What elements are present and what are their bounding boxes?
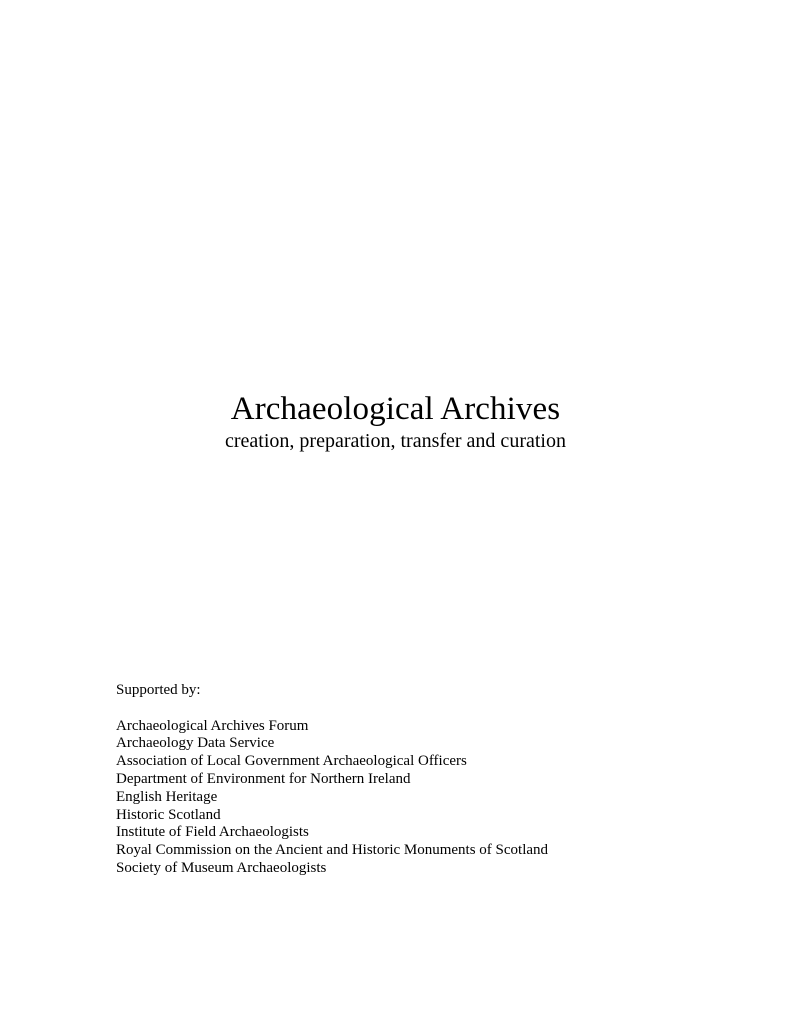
supporter-item: English Heritage xyxy=(116,788,218,805)
document-title: Archaeological Archives xyxy=(230,391,561,427)
supporters-section xyxy=(116,682,716,878)
supporter-item: Historic Scotland xyxy=(116,806,221,823)
supporter-item: Association of Local Government Archaeological Officers xyxy=(116,753,467,770)
supporter-item: Department of Environment for Northern Ireland xyxy=(116,770,411,787)
supporter-item: Royal Commission on the Ancient and Historic Monuments of Scotland xyxy=(116,842,549,859)
supporter-item: Archaeology Data Service xyxy=(116,735,275,752)
supporter-item: Society of Museum Archaeologists xyxy=(116,859,327,876)
supporters-label: Supported by: xyxy=(116,682,201,698)
title-block xyxy=(0,388,791,453)
supporters-list xyxy=(116,718,716,878)
supporter-item: Archaeological Archives Forum xyxy=(116,717,309,734)
document-subtitle: creation, preparation, transfer and curation xyxy=(225,430,566,452)
supporter-item: Institute of Field Archaeologists xyxy=(116,824,309,841)
